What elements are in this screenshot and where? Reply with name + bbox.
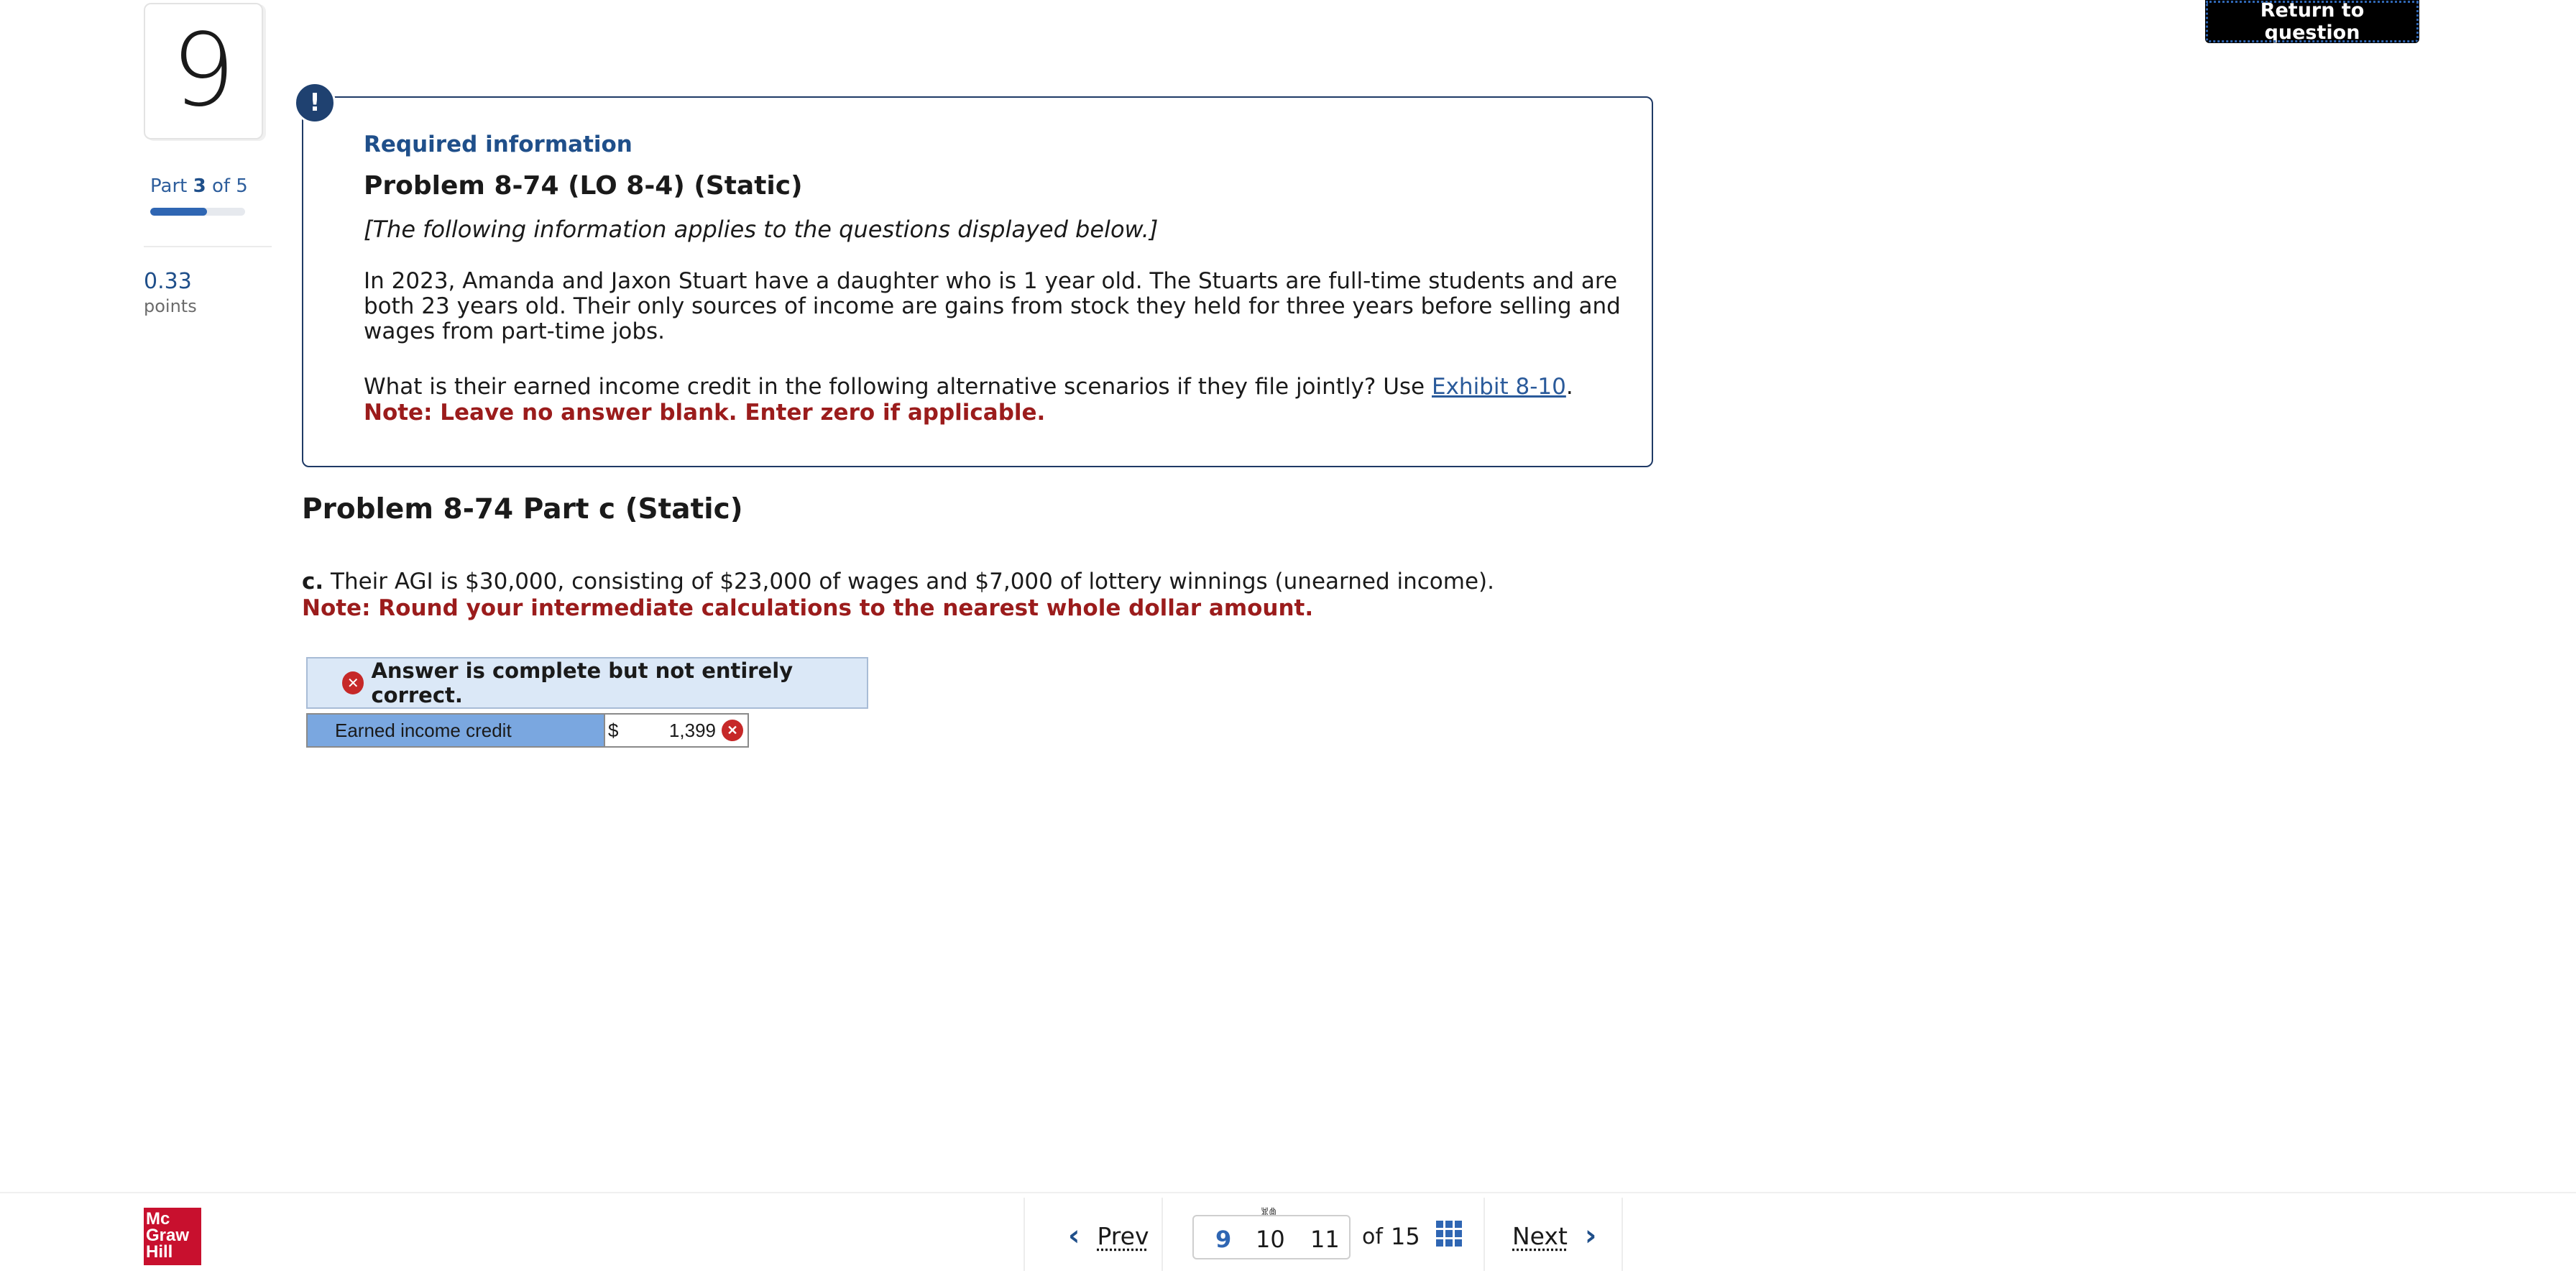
part-indicator — [150, 175, 248, 197]
part-title: Problem 8-74 Part c (Static) — [302, 493, 743, 525]
nav-separator — [1024, 1198, 1025, 1271]
logo-line-2: Graw — [146, 1226, 190, 1245]
prev-label: Prev — [1097, 1221, 1149, 1250]
part-of: of 5 — [211, 175, 248, 197]
mcgraw-hill-logo — [144, 1208, 201, 1265]
problem-title: Problem 8-74 (LO 8-4) (Static) — [364, 171, 803, 201]
info-alert-icon: ! — [294, 82, 336, 124]
return-to-question-button[interactable]: Return to question — [2205, 0, 2419, 43]
footer-divider — [0, 1192, 2576, 1193]
page-11[interactable]: 11 — [1310, 1226, 1340, 1253]
next-button[interactable] — [1512, 1218, 1614, 1254]
nav-separator — [1162, 1198, 1163, 1271]
nav-separator — [1622, 1198, 1623, 1271]
next-label: Next — [1512, 1221, 1568, 1250]
earned-income-credit-input[interactable] — [605, 715, 748, 746]
rounding-note: Note: Round your intermediate calculations to the nearest whole dollar amount. — [302, 595, 1314, 621]
part-current: 3 — [193, 175, 206, 197]
applies-note: [The following information applies to the questions displayed below.] — [364, 216, 1159, 243]
points-label: points — [144, 296, 197, 316]
answer-value: 1,399 — [668, 719, 716, 741]
part-progress-fill — [150, 208, 207, 216]
answer-status-banner — [306, 657, 868, 709]
answer-row-label: Earned income credit — [308, 715, 605, 746]
prev-button[interactable] — [1051, 1218, 1149, 1254]
chevron-right-icon: › — [1584, 1219, 1597, 1252]
question-number: 9 — [171, 12, 236, 129]
logo-line-1: Mc — [146, 1209, 170, 1229]
required-info-title: Required information — [364, 132, 632, 157]
question-suffix: . — [1565, 374, 1573, 400]
scenario-text: In 2023, Amanda and Jaxon Stuart have a daughter who is 1 year old. The Stuarts are full-time students and are both 23 years old. Their only sources of income are gains from stock they held for three years before selling and wages from part-time jobs. — [364, 268, 1621, 344]
incorrect-x-icon: ✕ — [342, 671, 364, 694]
part-c-label: c. — [302, 569, 324, 595]
part-c-description: Their AGI is $30,000, consisting of $23,000 of wages and $7,000 of lottery winnings (unearned income). — [323, 569, 1494, 595]
question-prefix: What is their earned income credit in the following alternative scenarios if they file jointly? Use — [364, 374, 1432, 400]
leave-no-blank-note: Note: Leave no answer blank. Enter zero if applicable. — [364, 400, 1046, 426]
currency-symbol: $ — [608, 719, 619, 741]
chevron-left-icon: ‹ — [1068, 1219, 1080, 1252]
page-9[interactable]: 9 — [1215, 1226, 1232, 1253]
part-prefix: Part — [150, 175, 188, 197]
question-number-card — [144, 3, 263, 139]
question-grid-icon[interactable] — [1436, 1221, 1462, 1247]
answer-status-text: Answer is complete but not entirely correct. — [371, 658, 794, 707]
of-label: of — [1362, 1224, 1383, 1249]
page-10[interactable]: 10 — [1256, 1226, 1285, 1253]
exhibit-link[interactable]: Exhibit 8-10 — [1431, 374, 1566, 400]
question-text — [364, 374, 1573, 400]
total-pages: 15 — [1391, 1223, 1420, 1250]
answer-row — [306, 713, 749, 748]
part-c-text — [302, 569, 1494, 595]
part-progress-bar — [150, 208, 245, 216]
points-value: 0.33 — [144, 269, 192, 294]
nav-separator — [1484, 1198, 1485, 1271]
rail-divider — [144, 246, 272, 247]
logo-line-3: Hill — [146, 1242, 173, 1262]
page-selector[interactable] — [1192, 1215, 1351, 1259]
incorrect-x-icon: ✕ — [722, 720, 743, 741]
